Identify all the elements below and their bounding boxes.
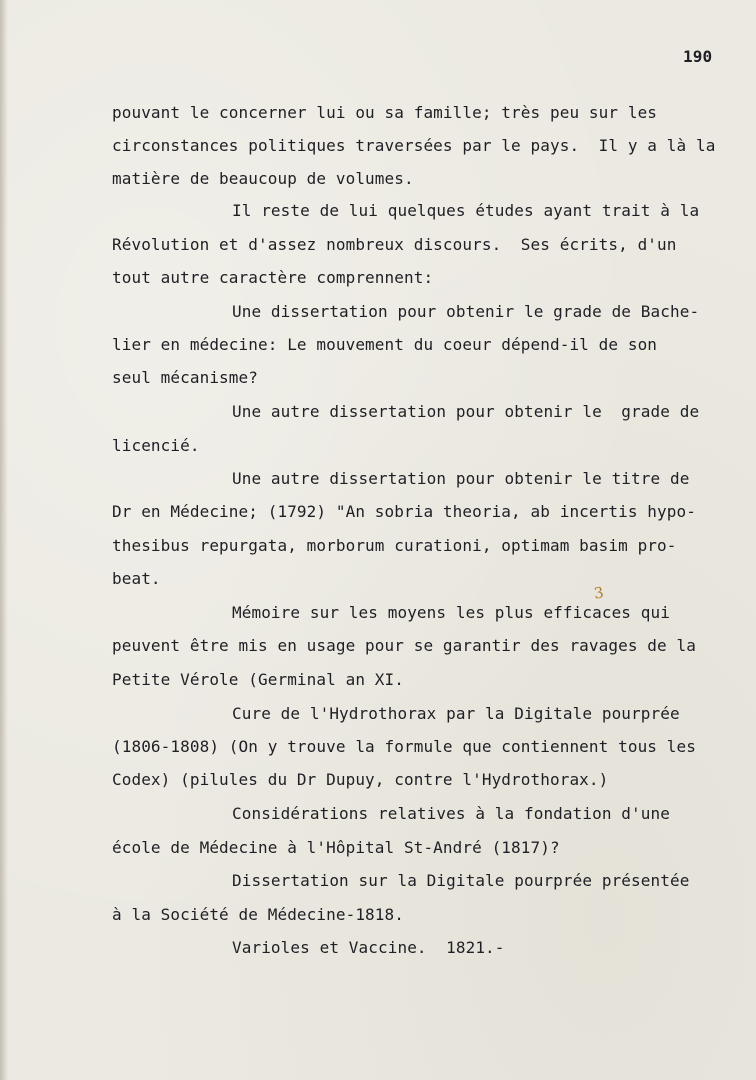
- pencil-annotation: 3: [592, 583, 605, 603]
- text-line: Cure de l'Hydrothorax par la Digitale pourprée: [232, 704, 680, 723]
- text-line: peuvent être mis en usage pour se garantir des ravages de la: [112, 636, 696, 655]
- page-number: 190: [683, 47, 713, 66]
- text-line: pouvant le concerner lui ou sa famille; très peu sur les: [112, 103, 658, 122]
- text-line: lier en médecine: Le mouvement du coeur dépend-il de son: [112, 335, 658, 354]
- text-line: Considérations relatives à la fondation d'une: [232, 804, 670, 823]
- page-edge-shadow: [0, 0, 8, 1080]
- text-line: Révolution et d'assez nombreux discours. Ses écrits, d'un: [112, 235, 677, 254]
- text-line: matière de beaucoup de volumes.: [112, 169, 414, 188]
- text-line: seul mécanisme?: [112, 368, 258, 387]
- text-line: à la Société de Médecine-1818.: [112, 905, 404, 924]
- text-line: Il reste de lui quelques études ayant trait à la: [232, 201, 700, 220]
- text-line: tout autre caractère comprennent:: [112, 268, 434, 287]
- text-line: Petite Vérole (Germinal an XI.: [112, 670, 404, 689]
- text-line: école de Médecine à l'Hôpital St-André (1817)?: [112, 838, 560, 857]
- text-line: thesibus repurgata, morborum curationi, optimam basim pro-: [112, 536, 677, 555]
- text-line: Codex) (pilules du Dr Dupuy, contre l'Hydrothorax.): [112, 770, 609, 789]
- text-line: Varioles et Vaccine. 1821.-: [232, 938, 505, 957]
- text-line: Dissertation sur la Digitale pourprée présentée: [232, 871, 690, 890]
- text-line: Une autre dissertation pour obtenir le grade de: [232, 402, 700, 421]
- text-line: Une autre dissertation pour obtenir le titre de: [232, 469, 690, 488]
- text-line: (1806-1808) (On y trouve la formule que contiennent tous les: [112, 737, 696, 756]
- text-line: Mémoire sur les moyens les plus efficaces qui: [232, 603, 670, 622]
- text-line: licencié.: [112, 436, 200, 455]
- text-line: beat.: [112, 569, 161, 588]
- text-line: circonstances politiques traversées par le pays. Il y a là la: [112, 136, 716, 155]
- text-line: Une dissertation pour obtenir le grade de Bache-: [232, 302, 700, 321]
- text-line: Dr en Médecine; (1792) "An sobria theoria, ab incertis hypo-: [112, 502, 696, 521]
